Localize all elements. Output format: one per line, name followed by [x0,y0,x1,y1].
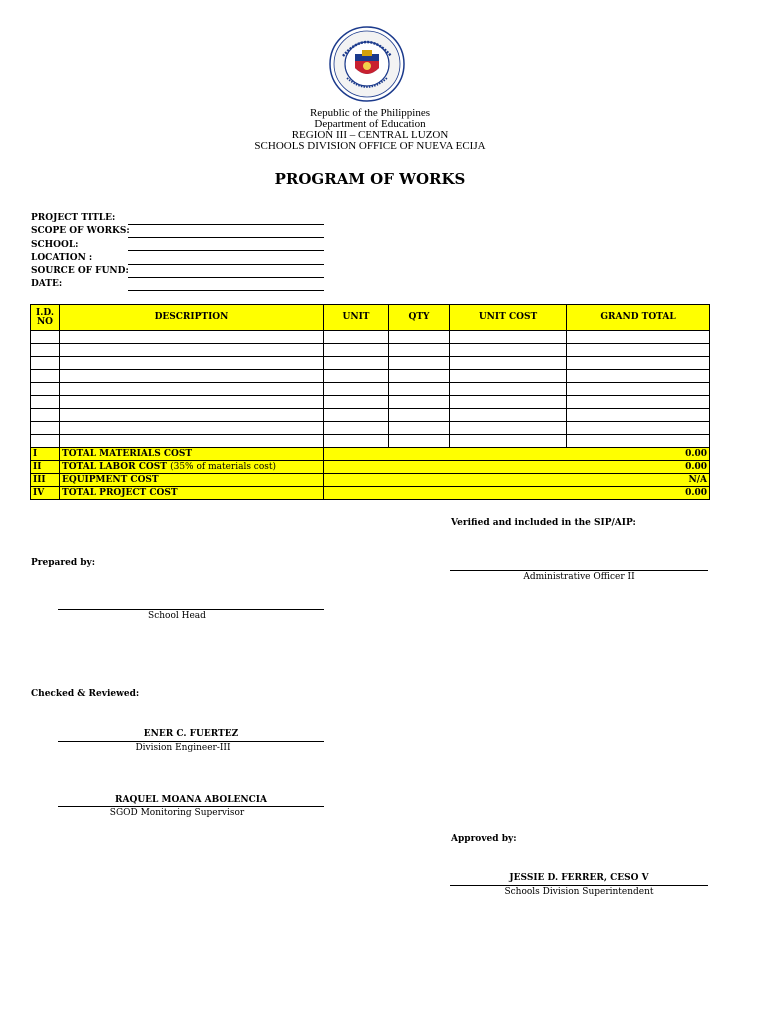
project-title-label: PROJECT TITLE: [31,213,116,223]
date-field[interactable] [128,290,324,291]
table-row[interactable] [31,357,710,370]
school-field[interactable] [128,250,324,251]
admin-officer-title: Administrative Officer II [523,572,635,582]
col-header-unit: UNIT [324,305,389,331]
engineer-name: ENER C. FUERTEZ [143,729,239,739]
header-region: REGION III – CENTRAL LUZON [291,129,449,141]
prepared-label: Prepared by: [31,558,96,568]
total-materials-row [31,448,710,461]
engineer-signature-line[interactable] [58,741,324,742]
total-label-cell [60,461,324,474]
col-header-id: I.D. NO [31,305,60,331]
header-division: SCHOOLS DIVISION OFFICE OF NUEVA ECIJA [254,140,486,152]
col-header-description: DESCRIPTION [60,305,324,331]
total-value: 0.00 [324,487,710,500]
total-value: 0.00 [324,448,710,461]
project-title-field[interactable] [128,224,324,225]
total-id: II [31,461,60,474]
source-of-fund-label: SOURCE OF FUND: [31,266,129,276]
date-label: DATE: [31,279,63,289]
table-header-row [31,305,710,331]
table-row[interactable] [31,370,710,383]
total-labor-row [31,461,710,474]
engineer-title: Division Engineer-III [135,743,231,753]
col-header-unit-cost: UNIT COST [450,305,567,331]
total-id: I [31,448,60,461]
header-department: Department of Education [314,118,426,130]
table-row[interactable] [31,383,710,396]
total-project-row [31,487,710,500]
scope-of-works-label: SCOPE OF WORKS: [31,226,130,236]
school-head-title: School Head [148,611,206,621]
scope-of-works-field[interactable] [128,237,324,238]
program-of-works-table [30,304,710,500]
document-title: PROGRAM OF WORKS [274,170,466,188]
table-row[interactable] [31,435,710,448]
total-note: (35% of materials cost) [170,461,277,472]
verified-label: Verified and included in the SIP/AIP: [451,518,636,528]
table-row[interactable] [31,331,710,344]
sgod-name: RAQUEL MOANA ABOLENCIA [115,795,267,805]
total-label: TOTAL LABOR COST [62,461,167,472]
total-label: TOTAL PROJECT COST [60,487,324,500]
total-label: TOTAL MATERIALS COST [60,448,324,461]
sgod-signature-line[interactable] [58,806,324,807]
equipment-cost-row [31,474,710,487]
sgod-title: SGOD Monitoring Supervisor [109,808,245,818]
school-label: SCHOOL: [31,240,79,250]
col-header-qty: QTY [389,305,450,331]
source-of-fund-field[interactable] [128,277,324,278]
approved-label: Approved by: [451,834,517,844]
total-id: IV [31,487,60,500]
total-id: III [31,474,60,487]
checked-label: Checked & Reviewed: [31,689,140,699]
admin-signature-line[interactable] [450,570,708,571]
header-republic: Republic of the Philippines [309,107,431,119]
table-row[interactable] [31,409,710,422]
sds-title: Schools Division Superintendent [504,887,654,897]
table-row[interactable] [31,422,710,435]
location-label: LOCATION : [31,253,93,263]
sds-signature-line[interactable] [450,885,708,886]
sds-name: JESSIE D. FERRER, CESO V [509,873,649,883]
table-row[interactable] [31,344,710,357]
deped-seal [329,26,405,102]
location-field[interactable] [128,264,324,265]
table-row[interactable] [31,396,710,409]
school-head-signature-line[interactable] [58,609,324,610]
total-label: EQUIPMENT COST [60,474,324,487]
col-header-grand-total: GRAND TOTAL [567,305,710,331]
total-value: 0.00 [324,461,710,474]
total-value: N/A [324,474,710,487]
